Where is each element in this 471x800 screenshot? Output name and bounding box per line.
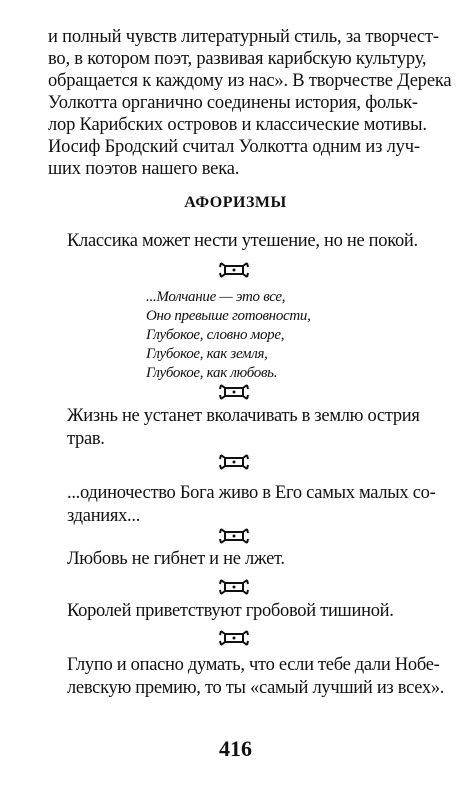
aphorism-line: Глупо и опасно думать, что если тебе дали Нобе-: [67, 655, 440, 675]
intro-line: и полный чувств литературный стиль, за творчест-: [48, 27, 439, 47]
ornament-divider-icon: [219, 528, 249, 544]
ornament-divider-icon: [219, 384, 249, 400]
intro-paragraph: [48, 26, 452, 180]
aphorism-3: [67, 482, 436, 528]
aphorism-2: [67, 405, 427, 451]
section-heading: АФОРИЗМЫ: [184, 194, 287, 211]
ornament-divider-icon: [219, 579, 249, 595]
aphorism-line: левскую премию, то ты «самый лучший из всех».: [67, 678, 445, 698]
aphorism-5: [67, 600, 427, 623]
intro-line: лор Карибских островов и классические мотивы.: [48, 115, 427, 135]
ornament-divider-icon: [219, 630, 249, 646]
aphorism-4: [67, 548, 427, 571]
intro-line: ших поэтов нашего века.: [48, 159, 240, 179]
poem-line: Глубокое, словно море,: [146, 327, 285, 343]
aphorism-1: [67, 230, 427, 253]
aphorism-line: ...одиночество Бога живо в Его самых малых со-: [67, 483, 436, 503]
ornament-divider-icon: [219, 454, 249, 470]
intro-line: во, в котором поэт, развивая карибскую культуру,: [48, 49, 427, 69]
aphorism-line: зданиях...: [67, 506, 141, 526]
intro-line: обращается к каждому из нас». В творчестве Дерека: [48, 71, 452, 91]
aphorism-line: Классика может нести утешение, но не покой.: [67, 231, 418, 251]
poem-line: Оно превыше готовности,: [146, 308, 311, 324]
poem-aphorism: [146, 288, 311, 383]
ornament-divider-icon: [219, 262, 249, 278]
intro-line: Уолкотта органично соединены история, фольк-: [48, 93, 418, 113]
poem-line: Глубокое, как любовь.: [146, 365, 278, 381]
aphorism-line: трав.: [67, 429, 105, 449]
poem-line: ...Молчание — это все,: [146, 289, 286, 305]
page-number: 416: [219, 736, 252, 761]
aphorism-line: Королей приветствуют гробовой тишиной.: [67, 601, 394, 621]
aphorism-line: Любовь не гибнет и не лжет.: [67, 549, 285, 569]
poem-line: Глубокое, как земля,: [146, 346, 268, 362]
intro-line: Иосиф Бродский считал Уолкотта одним из луч-: [48, 137, 420, 157]
aphorism-line: Жизнь не устанет вколачивать в землю острия: [67, 406, 420, 426]
aphorism-6: [67, 654, 445, 700]
